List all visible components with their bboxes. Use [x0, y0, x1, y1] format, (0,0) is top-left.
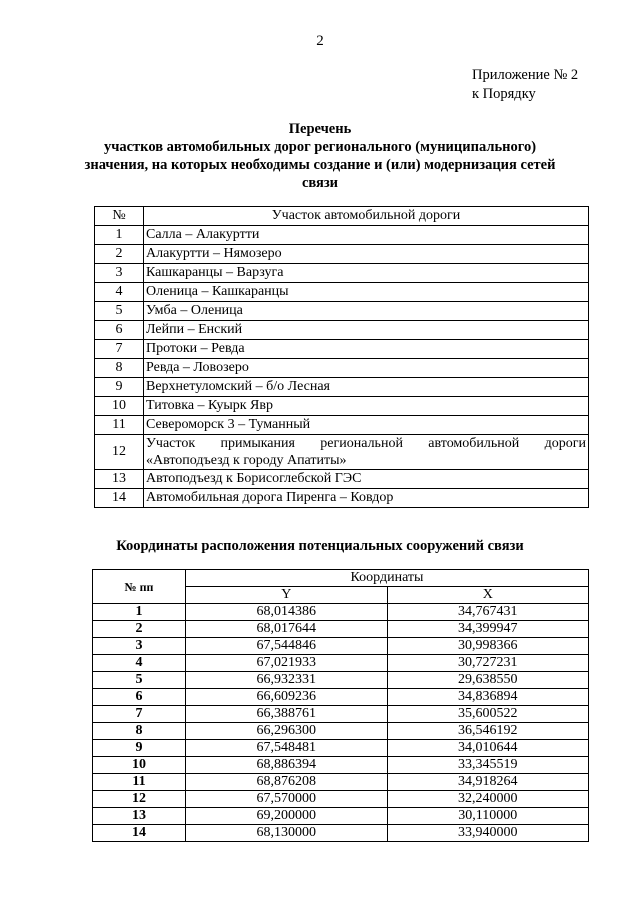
- coord-x: 32,240000: [387, 791, 589, 808]
- road-num: 13: [95, 470, 144, 489]
- coords-header-num: № пп: [93, 570, 186, 604]
- road-name: Верхнетуломский – б/о Лесная: [144, 378, 589, 397]
- coord-y: 67,021933: [186, 655, 388, 672]
- coord-y: 68,886394: [186, 757, 388, 774]
- table-row: [95, 340, 589, 359]
- coord-x: 29,638550: [387, 672, 589, 689]
- table-row: [93, 825, 589, 842]
- coord-x: 30,998366: [387, 638, 589, 655]
- road-name-line-1: [146, 435, 586, 452]
- table-row: [95, 435, 589, 470]
- table-row: [95, 302, 589, 321]
- road-name: Североморск 3 – Туманный: [144, 416, 589, 435]
- table-row: [93, 808, 589, 825]
- table-row: [93, 672, 589, 689]
- coord-num: 13: [93, 808, 186, 825]
- road-name-line-2: «Автоподъезд к городу Апатиты»: [146, 453, 347, 468]
- coord-y: 68,017644: [186, 621, 388, 638]
- coord-num: 8: [93, 723, 186, 740]
- coord-y: 67,548481: [186, 740, 388, 757]
- road-num: 5: [95, 302, 144, 321]
- table-row: [93, 604, 589, 621]
- coord-x: 34,918264: [387, 774, 589, 791]
- coords-title: Координаты расположения потенциальных сооружений связи: [116, 538, 524, 554]
- table-row: [93, 621, 589, 638]
- coord-num: 5: [93, 672, 186, 689]
- road-name: Титовка – Куырк Явр: [144, 397, 589, 416]
- coord-y: 66,296300: [186, 723, 388, 740]
- table-row: [95, 359, 589, 378]
- coord-x: 36,546192: [387, 723, 589, 740]
- table-row: [93, 655, 589, 672]
- coord-x: 33,345519: [387, 757, 589, 774]
- table-row: [93, 740, 589, 757]
- road-name: Оленица – Кашкаранцы: [144, 283, 589, 302]
- table-row: [95, 264, 589, 283]
- coord-num: 9: [93, 740, 186, 757]
- coords-header-y: Y: [186, 587, 388, 604]
- coord-y: 66,932331: [186, 672, 388, 689]
- coord-x: 34,836894: [387, 689, 589, 706]
- coords-table: [92, 569, 589, 842]
- coord-y: 67,570000: [186, 791, 388, 808]
- table-row: [93, 774, 589, 791]
- coord-num: 12: [93, 791, 186, 808]
- table-row: [95, 321, 589, 340]
- coord-num: 1: [93, 604, 186, 621]
- coord-y: 66,388761: [186, 706, 388, 723]
- roads-table-header: [95, 207, 589, 226]
- coord-x: 30,727231: [387, 655, 589, 672]
- coord-num: 10: [93, 757, 186, 774]
- road-num: 6: [95, 321, 144, 340]
- roads-header-num: №: [95, 207, 144, 226]
- appendix-line-2: к Порядку: [472, 86, 536, 102]
- coord-num: 6: [93, 689, 186, 706]
- coord-y: 68,876208: [186, 774, 388, 791]
- coord-x: 34,010644: [387, 740, 589, 757]
- title-line-2: участков автомобильных дорог регионального (муниципального): [103, 139, 537, 155]
- coords-header-x: X: [387, 587, 589, 604]
- road-name: Салла – Алакуртти: [144, 226, 589, 245]
- table-row: [95, 378, 589, 397]
- road-num: 14: [95, 489, 144, 508]
- table-row: [95, 470, 589, 489]
- road-word: примыкания: [220, 436, 295, 451]
- coord-num: 3: [93, 638, 186, 655]
- coord-y: 67,544846: [186, 638, 388, 655]
- coord-num: 2: [93, 621, 186, 638]
- road-name: Умба – Оленица: [144, 302, 589, 321]
- road-name: Алакуртти – Нямозеро: [144, 245, 589, 264]
- road-num: 11: [95, 416, 144, 435]
- coord-x: 34,767431: [387, 604, 589, 621]
- road-num: 1: [95, 226, 144, 245]
- document-title: [60, 120, 580, 192]
- coord-y: 68,130000: [186, 825, 388, 842]
- road-name: Автоподъезд к Борисоглебской ГЭС: [144, 470, 589, 489]
- road-num: 3: [95, 264, 144, 283]
- road-num: 12: [95, 435, 144, 470]
- road-name: Кашкаранцы – Варзуга: [144, 264, 589, 283]
- table-row: [95, 397, 589, 416]
- coord-x: 30,110000: [387, 808, 589, 825]
- coord-x: 33,940000: [387, 825, 589, 842]
- road-num: 10: [95, 397, 144, 416]
- coord-num: 14: [93, 825, 186, 842]
- road-word: дороги: [544, 436, 586, 451]
- coord-y: 68,014386: [186, 604, 388, 621]
- roads-header-road: Участок автомобильной дороги: [144, 207, 589, 226]
- coord-num: 11: [93, 774, 186, 791]
- table-row: [93, 791, 589, 808]
- road-num: 4: [95, 283, 144, 302]
- table-row: [95, 283, 589, 302]
- appendix-note: [472, 66, 578, 104]
- road-word: региональной: [320, 436, 403, 451]
- table-row: [95, 489, 589, 508]
- table-row: [95, 226, 589, 245]
- table-row: [93, 723, 589, 740]
- table-row: [95, 245, 589, 264]
- table-row: [93, 638, 589, 655]
- road-name: [144, 435, 589, 470]
- roads-table: [94, 206, 589, 508]
- coord-y: 66,609236: [186, 689, 388, 706]
- road-num: 7: [95, 340, 144, 359]
- table-row: [93, 689, 589, 706]
- road-name: Автомобильная дорога Пиренга – Ковдор: [144, 489, 589, 508]
- table-row: [93, 706, 589, 723]
- road-name: Протоки – Ревда: [144, 340, 589, 359]
- road-name: Ревда – Ловозеро: [144, 359, 589, 378]
- title-line-1: Перечень: [288, 121, 352, 137]
- coords-table-header: [93, 570, 589, 587]
- table-row: [93, 757, 589, 774]
- coords-header-coords: Координаты: [186, 570, 589, 587]
- road-num: 2: [95, 245, 144, 264]
- page-number: 2: [316, 33, 324, 49]
- coord-x: 35,600522: [387, 706, 589, 723]
- coord-num: 7: [93, 706, 186, 723]
- table-row: [95, 416, 589, 435]
- road-word: Участок: [146, 436, 196, 451]
- coord-num: 4: [93, 655, 186, 672]
- road-name: Лейпи – Енский: [144, 321, 589, 340]
- title-line-3: значения, на которых необходимы создание и (или) модернизация сетей: [84, 157, 556, 173]
- coord-x: 34,399947: [387, 621, 589, 638]
- road-num: 8: [95, 359, 144, 378]
- road-num: 9: [95, 378, 144, 397]
- title-line-4: связи: [301, 175, 339, 191]
- coord-y: 69,200000: [186, 808, 388, 825]
- appendix-line-1: Приложение № 2: [472, 67, 579, 83]
- road-word: автомобильной: [428, 436, 520, 451]
